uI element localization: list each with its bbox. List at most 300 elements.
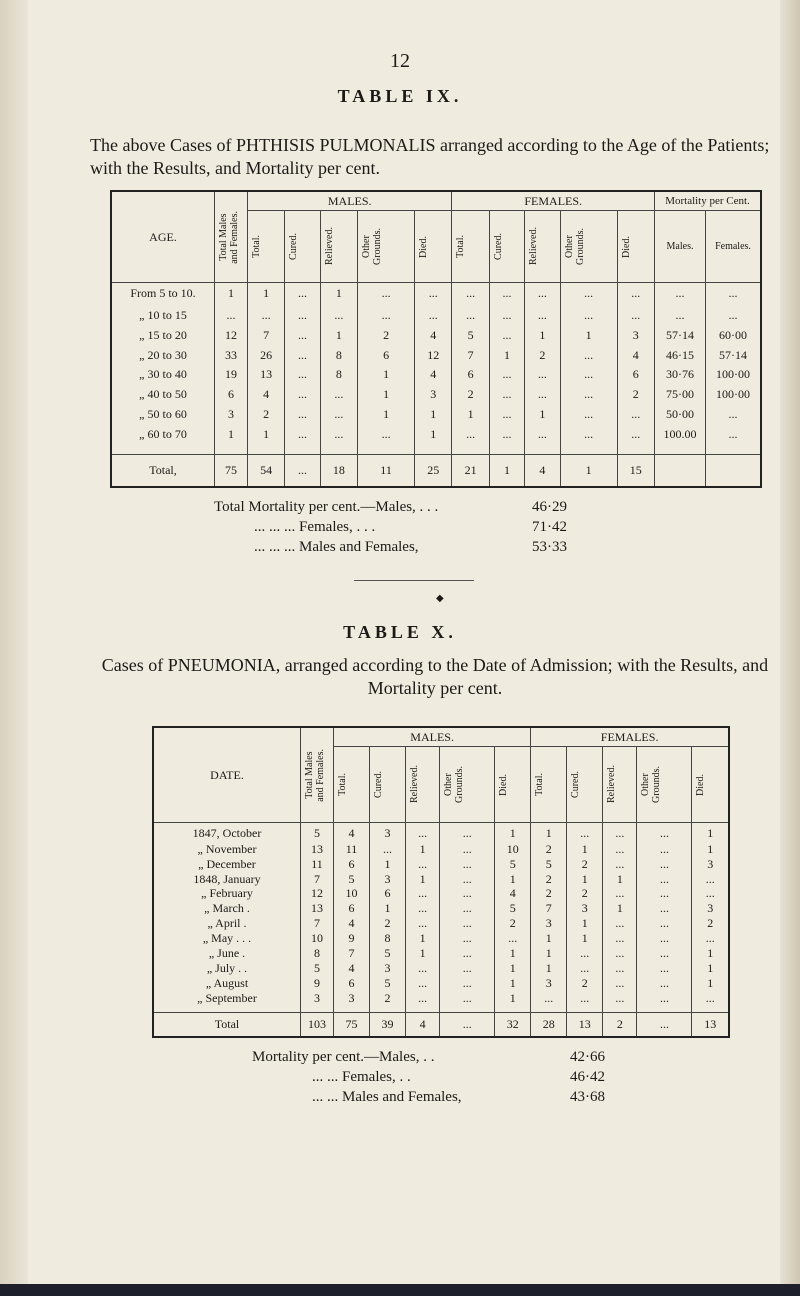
cell-ft: ...: [452, 309, 489, 329]
date-cell: „ June .: [153, 947, 301, 962]
cell-fd: 1: [692, 947, 729, 962]
total-fd: 13: [692, 1012, 729, 1037]
cell-fo: ...: [637, 977, 692, 992]
table9-title: TABLE IX.: [337, 86, 463, 106]
t9-summary-label-males: Total Mortality per cent.—Males, . . .: [214, 499, 439, 515]
cell-fr: ...: [603, 947, 637, 962]
cell-md: 3: [415, 388, 452, 408]
age-cell: „ 15 to 20: [111, 329, 215, 349]
col-f-cured: Cured.: [492, 233, 504, 260]
table-row: [111, 283, 761, 310]
page-gutter-left: [0, 0, 28, 1296]
cell-fo: ...: [637, 962, 692, 977]
cell-fr: ...: [525, 368, 560, 388]
cell-mo: ...: [440, 947, 495, 962]
cell-tmf: 1: [215, 283, 248, 310]
date-cell: „ April .: [153, 917, 301, 932]
date-cell: 1848, January: [153, 873, 301, 888]
cell-md: 12: [415, 349, 452, 369]
cell-mt: 9: [334, 932, 370, 947]
table-row: [153, 823, 729, 843]
col-age: AGE.: [111, 191, 215, 283]
total-md: 32: [495, 1012, 531, 1037]
cell-md: 1: [495, 947, 531, 962]
cell-fd: ...: [617, 428, 654, 455]
cell-mt: ...: [248, 309, 285, 329]
cell-fc: ...: [567, 947, 603, 962]
cell-md: 1: [495, 873, 531, 888]
cell-ft: 7: [531, 902, 567, 917]
cell-mr: ...: [406, 823, 440, 843]
age-cell: From 5 to 10.: [111, 283, 215, 310]
cell-mt: 1: [248, 283, 285, 310]
cell-fr: ...: [603, 992, 637, 1012]
mortality-group-header: Mortality per Cent.: [655, 191, 762, 211]
t10-summary-value-males: 42·66: [570, 1049, 605, 1065]
cell-fr: 1: [603, 873, 637, 888]
cell-mr: ...: [406, 977, 440, 992]
total-label: Total,: [111, 454, 215, 487]
t10-summary-label-all: ... ... Males and Females,: [312, 1089, 462, 1105]
cell-mr: 8: [320, 368, 357, 388]
cell-mc: 1: [370, 902, 406, 917]
cell-tmf: 6: [215, 388, 248, 408]
cell-mt: 11: [334, 843, 370, 858]
cell-tmf: 3: [215, 408, 248, 428]
cell-mr: ...: [406, 962, 440, 977]
col-m-total: Total.: [251, 235, 262, 258]
cell-fd: 4: [617, 349, 654, 369]
cell-mc: ...: [370, 843, 406, 858]
total-label: Total: [153, 1012, 301, 1037]
cell-pf: 60·00: [706, 329, 762, 349]
total-mt: 75: [334, 1012, 370, 1037]
page-number: 12: [390, 50, 410, 72]
total-mo: ...: [440, 1012, 495, 1037]
cell-ft: 3: [531, 977, 567, 992]
cell-md: 4: [495, 887, 531, 902]
cell-fc: 2: [567, 858, 603, 873]
table-row: [111, 309, 761, 329]
page-edge-right: [780, 0, 800, 1296]
cell-fc: ...: [489, 283, 524, 310]
cell-tmf: 12: [301, 887, 334, 902]
date-cell: „ July . .: [153, 962, 301, 977]
col-mortality-males: Males.: [655, 211, 706, 283]
cell-fr: ...: [603, 977, 637, 992]
cell-pf: ...: [706, 283, 762, 310]
table-row: [153, 977, 729, 992]
cell-md: ...: [495, 932, 531, 947]
cell-tmf: 12: [215, 329, 248, 349]
cell-pf: 100·00: [706, 388, 762, 408]
date-cell: 1847, October: [153, 823, 301, 843]
total-mt: 54: [248, 454, 285, 487]
table-row: [111, 428, 761, 455]
cell-tmf: 13: [301, 843, 334, 858]
ornament-mark: ◆: [436, 593, 444, 604]
cell-mc: 3: [370, 962, 406, 977]
total-fc: 1: [489, 454, 524, 487]
cell-mr: 8: [320, 349, 357, 369]
cell-md: 1: [495, 823, 531, 843]
cell-mc: ...: [285, 283, 320, 310]
total-fd: 15: [617, 454, 654, 487]
cell-fd: 3: [692, 902, 729, 917]
cell-fr: ...: [603, 932, 637, 947]
cell-fr: ...: [525, 428, 560, 455]
col-m-relieved: Relieved.: [323, 227, 335, 266]
cell-mc: 2: [370, 992, 406, 1012]
cell-tmf: 1: [215, 428, 248, 455]
total-row: [111, 454, 761, 487]
separator-rule: [354, 580, 474, 581]
total-ft: 28: [531, 1012, 567, 1037]
cell-fo: ...: [560, 388, 617, 408]
cell-fr: 1: [525, 329, 560, 349]
cell-fr: 1: [525, 408, 560, 428]
cell-fr: ...: [525, 283, 560, 310]
cell-mr: 1: [406, 873, 440, 888]
col-f-died: Died.: [695, 773, 707, 796]
cell-mc: 1: [370, 858, 406, 873]
cell-fc: 3: [567, 902, 603, 917]
cell-pm: 75·00: [655, 388, 706, 408]
cell-pf: 100·00: [706, 368, 762, 388]
cell-mt: 13: [248, 368, 285, 388]
total-mc: 39: [370, 1012, 406, 1037]
cell-mo: 1: [358, 408, 415, 428]
cell-mo: ...: [358, 428, 415, 455]
total-mo: 11: [358, 454, 415, 487]
cell-fc: 2: [567, 977, 603, 992]
col-m-cured: Cured.: [288, 233, 300, 260]
cell-fc: 2: [567, 887, 603, 902]
table-row: [153, 843, 729, 858]
cell-fd: ...: [692, 932, 729, 947]
col-m-total: Total.: [337, 773, 348, 796]
col-f-other: Other Grounds.: [563, 228, 586, 265]
males-group-header: MALES.: [248, 191, 452, 211]
cell-md: 1: [495, 962, 531, 977]
cell-ft: ...: [452, 428, 489, 455]
cell-fd: 6: [617, 368, 654, 388]
cell-ft: 1: [531, 962, 567, 977]
cell-fo: ...: [637, 843, 692, 858]
females-group-header: FEMALES.: [531, 727, 729, 747]
total-md: 25: [415, 454, 452, 487]
cell-tmf: 7: [301, 917, 334, 932]
cell-md: 1: [495, 977, 531, 992]
males-group-header: MALES.: [334, 727, 531, 747]
table-row: [111, 329, 761, 349]
cell-fo: ...: [560, 368, 617, 388]
col-m-other: Other Grounds.: [443, 766, 466, 803]
cell-mt: 6: [334, 858, 370, 873]
cell-mc: ...: [285, 428, 320, 455]
cell-fo: ...: [637, 873, 692, 888]
total-mc: ...: [285, 454, 320, 487]
cell-mo: 6: [358, 349, 415, 369]
cell-mr: ...: [406, 902, 440, 917]
cell-tmf: 5: [301, 823, 334, 843]
col-f-total: Total.: [534, 773, 546, 796]
cell-mr: ...: [320, 428, 357, 455]
cell-mc: ...: [285, 349, 320, 369]
total-row: [153, 1012, 729, 1037]
cell-ft: 1: [531, 947, 567, 962]
cell-md: 5: [495, 902, 531, 917]
cell-mt: 6: [334, 977, 370, 992]
cell-mo: 2: [358, 329, 415, 349]
cell-ft: 2: [531, 843, 567, 858]
cell-md: 10: [495, 843, 531, 858]
cell-ft: 2: [531, 887, 567, 902]
cell-tmf: 7: [301, 873, 334, 888]
total-fr: 4: [525, 454, 560, 487]
date-cell: „ February: [153, 887, 301, 902]
cell-mo: ...: [440, 873, 495, 888]
date-cell: „ March .: [153, 902, 301, 917]
col-m-cured: Cured.: [373, 771, 385, 798]
cell-mo: ...: [440, 823, 495, 843]
cell-mr: 1: [320, 329, 357, 349]
table-row: [153, 873, 729, 888]
table9-caption: The above Cases of PHTHISIS PULMONALIS arranged according to the Age of the Patients; with the Results, and Mortality per cent.: [90, 135, 770, 178]
cell-mo: ...: [440, 962, 495, 977]
cell-pf: ...: [706, 309, 762, 329]
cell-pm: 46·15: [655, 349, 706, 369]
cell-mr: ...: [320, 388, 357, 408]
t10-summary-value-all: 43·68: [570, 1089, 605, 1105]
cell-fd: 1: [692, 962, 729, 977]
cell-mr: ...: [406, 887, 440, 902]
cell-fr: ...: [603, 917, 637, 932]
table10-title: TABLE X.: [343, 622, 457, 642]
table-row: [153, 917, 729, 932]
table-row: [153, 992, 729, 1012]
cell-pm: 30·76: [655, 368, 706, 388]
total-mr: 4: [406, 1012, 440, 1037]
cell-fd: 2: [617, 388, 654, 408]
cell-fo: ...: [637, 947, 692, 962]
cell-fo: ...: [637, 823, 692, 843]
cell-tmf: 5: [301, 962, 334, 977]
cell-mr: 1: [320, 283, 357, 310]
cell-fr: ...: [603, 962, 637, 977]
cell-fo: ...: [637, 932, 692, 947]
col-f-died: Died.: [620, 235, 632, 258]
cell-fd: 1: [692, 843, 729, 858]
cell-md: 2: [495, 917, 531, 932]
cell-mt: 10: [334, 887, 370, 902]
cell-ft: 1: [531, 823, 567, 843]
cell-fc: ...: [567, 823, 603, 843]
cell-mr: ...: [320, 309, 357, 329]
cell-md: ...: [415, 309, 452, 329]
cell-pm: 100.00: [655, 428, 706, 455]
table-row: [111, 349, 761, 369]
cell-fo: ...: [637, 858, 692, 873]
cell-pf: ...: [706, 428, 762, 455]
cell-fo: ...: [637, 902, 692, 917]
total-fr: 2: [603, 1012, 637, 1037]
cell-mr: ...: [406, 858, 440, 873]
cell-mr: 1: [406, 932, 440, 947]
cell-mr: ...: [406, 917, 440, 932]
cell-mc: ...: [285, 388, 320, 408]
cell-fc: ...: [489, 309, 524, 329]
cell-fo: ...: [637, 992, 692, 1012]
cell-mr: 1: [406, 947, 440, 962]
cell-mr: ...: [406, 992, 440, 1012]
cell-mt: 4: [334, 917, 370, 932]
cell-mo: ...: [440, 917, 495, 932]
cell-fr: ...: [525, 309, 560, 329]
females-group-header: FEMALES.: [452, 191, 655, 211]
cell-mt: 3: [334, 992, 370, 1012]
t10-summary-label-females: ... ... Females, . .: [312, 1069, 411, 1085]
cell-md: 5: [495, 858, 531, 873]
cell-mc: ...: [285, 309, 320, 329]
cell-mt: 2: [248, 408, 285, 428]
col-total-mf: Total Males and Females.: [218, 210, 240, 264]
col-f-relieved: Relieved.: [528, 227, 540, 266]
cell-md: 1: [415, 428, 452, 455]
cell-fd: 3: [692, 858, 729, 873]
cell-mo: ...: [440, 902, 495, 917]
cell-fo: ...: [560, 408, 617, 428]
cell-pf: 57·14: [706, 349, 762, 369]
cell-mr: 1: [406, 843, 440, 858]
cell-md: 4: [415, 329, 452, 349]
cell-fr: 1: [603, 902, 637, 917]
cell-ft: 3: [531, 917, 567, 932]
cell-mo: ...: [358, 309, 415, 329]
cell-mo: ...: [440, 977, 495, 992]
cell-mt: 7: [248, 329, 285, 349]
cell-fc: 1: [567, 932, 603, 947]
cell-mt: 1: [248, 428, 285, 455]
total-tmf: 75: [215, 454, 248, 487]
cell-ft: ...: [452, 283, 489, 310]
cell-mc: 5: [370, 947, 406, 962]
cell-ft: 7: [452, 349, 489, 369]
cell-mt: 4: [248, 388, 285, 408]
cell-pm: 50·00: [655, 408, 706, 428]
t9-summary-label-all: ... ... ... Males and Females,: [254, 539, 419, 555]
cell-fo: ...: [560, 349, 617, 369]
col-m-relieved: Relieved.: [409, 765, 421, 804]
cell-fo: ...: [560, 309, 617, 329]
cell-fc: 1: [489, 349, 524, 369]
total-pm: [655, 454, 706, 487]
table10-caption: Cases of PNEUMONIA, arranged according to the Date of Admission; with the Results, and Mortality per cent.: [101, 655, 769, 698]
table-row: [153, 902, 729, 917]
col-f-relieved: Relieved.: [606, 765, 618, 804]
cell-mc: ...: [285, 408, 320, 428]
cell-mc: 3: [370, 823, 406, 843]
table-row: [153, 962, 729, 977]
col-m-died: Died.: [418, 235, 430, 258]
col-f-total: Total.: [455, 235, 467, 258]
scan-bottom-edge: [0, 1284, 800, 1296]
table10-summary: [252, 1047, 652, 1107]
cell-fr: ...: [525, 388, 560, 408]
t10-summary-value-females: 46·42: [570, 1069, 605, 1085]
total-fo: ...: [637, 1012, 692, 1037]
cell-mr: ...: [320, 408, 357, 428]
table-row: [153, 932, 729, 947]
table9-summary: [214, 497, 634, 557]
cell-fc: ...: [489, 428, 524, 455]
cell-fc: ...: [489, 408, 524, 428]
table-row: [153, 887, 729, 902]
cell-pf: ...: [706, 408, 762, 428]
cell-pm: 57·14: [655, 329, 706, 349]
cell-mc: 2: [370, 917, 406, 932]
cell-ft: 5: [531, 858, 567, 873]
cell-fr: ...: [603, 823, 637, 843]
age-cell: „ 50 to 60: [111, 408, 215, 428]
cell-fd: ...: [617, 408, 654, 428]
cell-fc: 1: [567, 843, 603, 858]
age-cell: „ 10 to 15: [111, 309, 215, 329]
cell-md: ...: [415, 283, 452, 310]
table9: [110, 190, 762, 488]
cell-fo: ...: [637, 887, 692, 902]
table-row: [111, 408, 761, 428]
cell-fd: 1: [692, 977, 729, 992]
cell-ft: 2: [452, 388, 489, 408]
cell-md: 1: [415, 408, 452, 428]
cell-fr: ...: [603, 887, 637, 902]
cell-mo: 1: [358, 388, 415, 408]
cell-fr: ...: [603, 858, 637, 873]
cell-tmf: 19: [215, 368, 248, 388]
cell-mo: ...: [358, 283, 415, 310]
cell-ft: 1: [531, 932, 567, 947]
cell-mt: 5: [334, 873, 370, 888]
col-m-died: Died.: [498, 773, 510, 796]
col-mortality-females: Females.: [706, 211, 762, 283]
cell-fd: 2: [692, 917, 729, 932]
cell-fo: ...: [637, 917, 692, 932]
cell-fd: ...: [617, 283, 654, 310]
cell-fc: ...: [489, 329, 524, 349]
cell-md: 1: [495, 992, 531, 1012]
cell-fd: 1: [692, 823, 729, 843]
cell-mo: 1: [358, 368, 415, 388]
t9-summary-value-females: 71·42: [532, 519, 567, 535]
age-cell: „ 20 to 30: [111, 349, 215, 369]
cell-mo: ...: [440, 887, 495, 902]
cell-ft: 5: [452, 329, 489, 349]
cell-mc: 6: [370, 887, 406, 902]
cell-tmf: 13: [301, 902, 334, 917]
cell-fd: ...: [692, 873, 729, 888]
cell-ft: 2: [531, 873, 567, 888]
date-cell: „ November: [153, 843, 301, 858]
col-date: DATE.: [153, 727, 301, 823]
cell-tmf: 10: [301, 932, 334, 947]
cell-mt: 7: [334, 947, 370, 962]
cell-fr: 2: [525, 349, 560, 369]
cell-md: 4: [415, 368, 452, 388]
cell-mc: 5: [370, 977, 406, 992]
cell-pm: ...: [655, 283, 706, 310]
total-fc: 13: [567, 1012, 603, 1037]
